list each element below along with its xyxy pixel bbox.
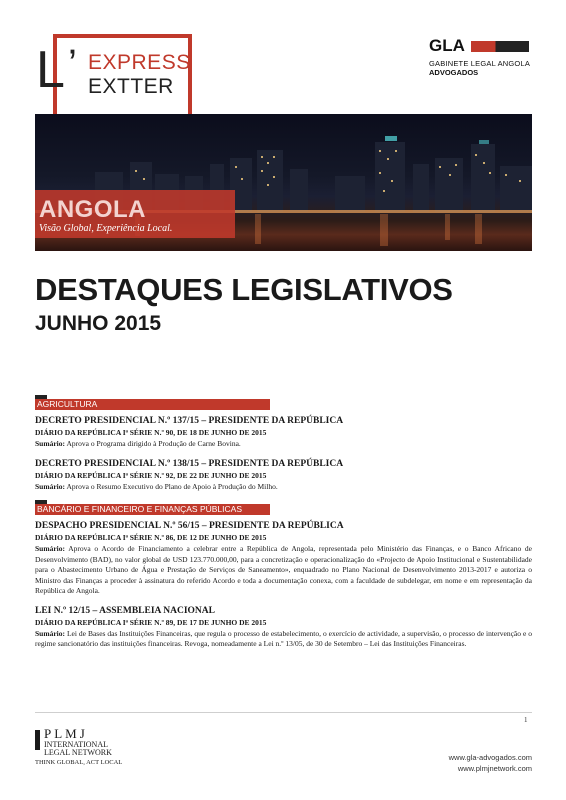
brand-letter: L — [36, 41, 65, 99]
summary-label: Sumário: — [35, 481, 65, 491]
legislation-entry — [35, 415, 532, 450]
entry-summary — [35, 544, 532, 597]
partner-tagline: THINK GLOBAL, ACT LOCAL — [35, 759, 123, 766]
firm-abbr: GLA — [429, 36, 465, 55]
summary-text: Aprova o Resumo Executivo do Plano de Apoio à Produção do Milho. — [66, 481, 278, 491]
legislative-highlights — [35, 395, 532, 658]
summary-label: Sumário: — [35, 439, 65, 448]
banner-title: ANGOLA — [39, 196, 146, 223]
partner-logo — [35, 727, 145, 773]
brand-line-express: EXPRESS — [88, 51, 191, 74]
legislation-entry — [35, 458, 532, 493]
footer-divider — [35, 712, 532, 713]
document-title: DESTAQUES LEGISLATIVOS — [35, 272, 453, 307]
banner-tagline: Visão Global, Experiência Local. — [39, 223, 173, 234]
entry-summary — [35, 629, 532, 650]
section-heading: BANCÁRIO E FINANCEIRO E FINANÇAS PÚBLICAS — [35, 504, 270, 515]
brand-line-extter: EXTTER — [88, 75, 174, 98]
entry-gazette: DIÁRIO DA REPÚBLICA Iª SÉRIE N.º 86, DE 12 DE JUNHO DE 2015 — [35, 533, 267, 542]
partner-name: PLMJ — [44, 726, 88, 741]
city-skyline-banner — [35, 114, 532, 251]
firm-name: GABINETE LEGAL ANGOLA — [429, 59, 531, 68]
partner-network-line1: INTERNATIONAL — [44, 740, 108, 749]
firm-logo-bar — [471, 41, 529, 52]
entry-title: LEI N.º 12/15 – ASSEMBLEIA NACIONAL — [35, 605, 215, 616]
summary-text: Lei de Bases das Instituições Financeiras, que regula o processo de estabelecimento, o exercício de actividade, a supervisão, o processo de intervenção e o regime sancionatório das instituições financeiras. Revoga, nomeadamente a Lei n.º 13/05, de 30 de Setembro – Lei das Instituições Financeiras. — [35, 628, 533, 648]
entry-gazette: DIÁRIO DA REPÚBLICA Iª SÉRIE N.º 89, DE 17 DE JUNHO DE 2015 — [35, 617, 267, 627]
partner-network-line2: LEGAL NETWORK — [44, 748, 112, 757]
entry-gazette: DIÁRIO DA REPÚBLICA Iª SÉRIE N.º 90, DE 18 DE JUNHO DE 2015 — [35, 428, 267, 437]
footer-links — [449, 752, 532, 774]
section-bancario-financeiro — [35, 500, 532, 650]
document-subtitle: JUNHO 2015 — [35, 312, 162, 335]
summary-text: Aprova o Acordo de Financiamento a celebrar entre a República de Angola, representada pelo Ministério das Finanças, e o Banco Africano de Desenvolvimento (BAD), no valor global de USD 123.770.000,00, para a concretização e operacionalização do «Projecto de Apoio Institucional e Sustentabilidade para o Abastecimento Urbano de Água e Prestação de Serviços de Saneamento», enquadrado no Plano Nacional de Desenvolvimento 2013-2017 e autoriza o Ministro das Finanças a proceder à assinatura do referido Acordo e toda a documentação conexa, com a faculdade de subdelegar, em nome e em representação da República de Angola. — [35, 544, 532, 595]
page-number: 1 — [524, 716, 528, 724]
summary-label: Sumário: — [35, 628, 65, 638]
entry-title: DESPACHO PRESIDENCIAL N.º 56/15 – PRESIDENTE DA REPÚBLICA — [35, 521, 344, 531]
entry-summary — [35, 482, 532, 493]
firm-subtitle: ADVOGADOS — [429, 68, 479, 77]
entry-title: DECRETO PRESIDENCIAL N.º 138/15 – PRESIDENTE DA REPÚBLICA — [35, 458, 344, 469]
legislation-entry — [35, 520, 532, 597]
section-heading: AGRICULTURA — [35, 399, 270, 410]
partner-logo-bar — [35, 730, 40, 750]
brand-apostrophe: ’ — [68, 42, 77, 86]
link-gla-website[interactable]: www.gla-advogados.com — [448, 753, 532, 762]
section-agricultura — [35, 395, 532, 492]
entry-summary — [35, 439, 532, 450]
summary-label: Sumário: — [35, 544, 65, 553]
entry-gazette: DIÁRIO DA REPÚBLICA Iª SÉRIE N.º 92, DE 22 DE JUNHO DE 2015 — [35, 470, 267, 480]
link-plmj-website[interactable]: www.plmjnetwork.com — [457, 764, 532, 773]
banner-caption — [35, 190, 235, 238]
summary-text: Aprova o Programa dirigido à Produção de Carne Bovina. — [66, 439, 241, 448]
entry-title: DECRETO PRESIDENCIAL N.º 137/15 – PRESIDENTE DA REPÚBLICA — [35, 416, 344, 426]
legislation-entry — [35, 605, 532, 650]
firm-logo — [429, 36, 533, 77]
